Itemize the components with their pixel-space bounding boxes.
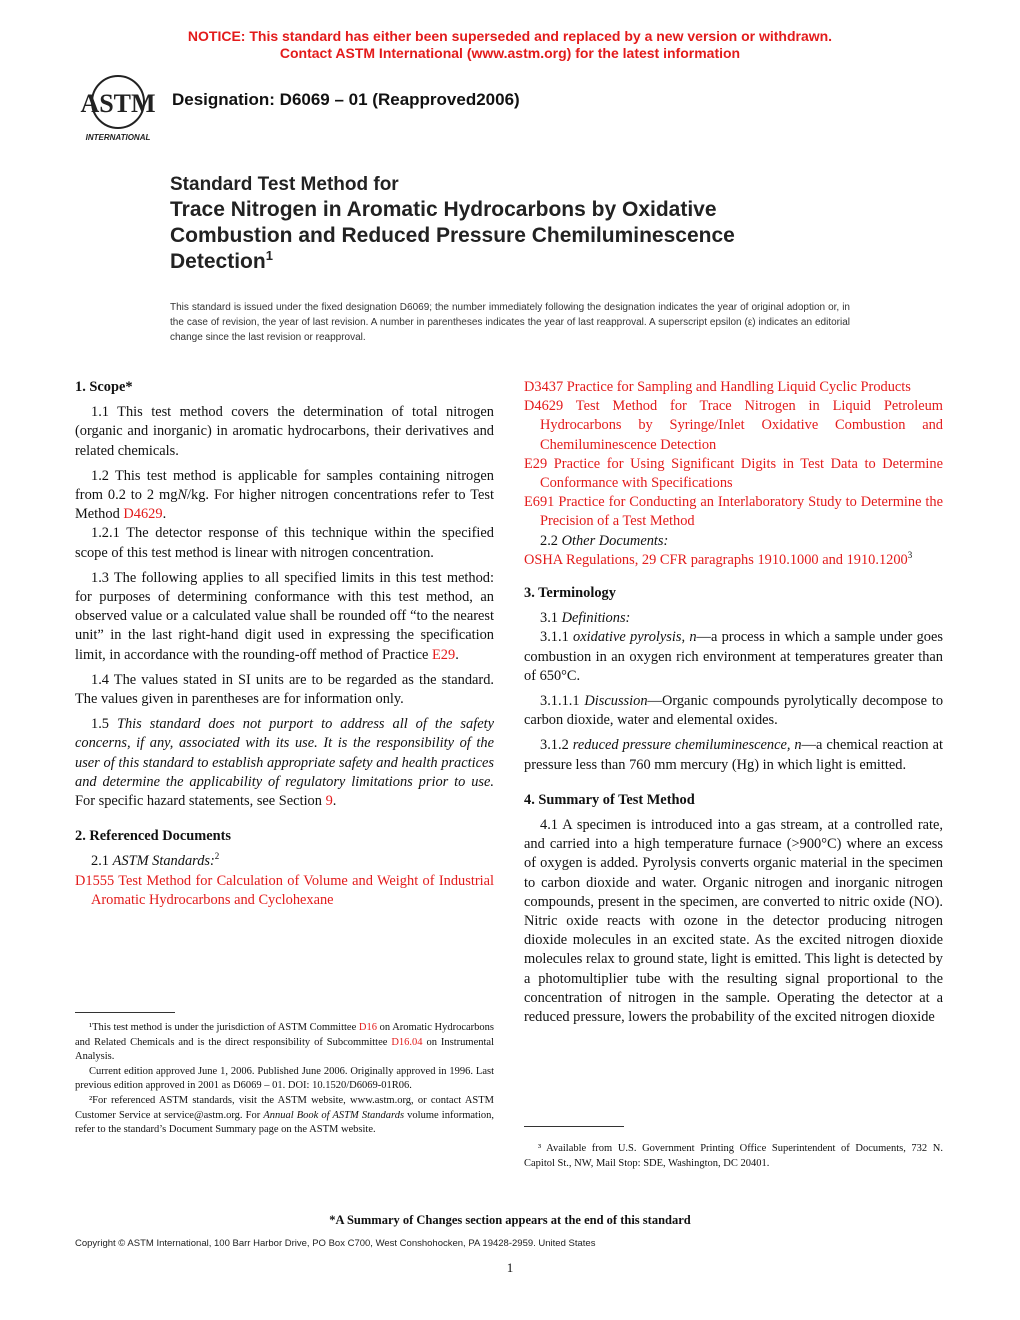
issued-note: This standard is issued under the fixed designation D6069; the number immediately following the designation indicates the year of original adoption or, in the case of revision, the year of last revision. A number in parentheses indicates the year of last reapproval. A superscript epsilon (ε) indicates an editorial change since the last revision or reapproval.: [170, 302, 850, 343]
footnote-rule-right: [524, 1126, 624, 1127]
title-line-2: Trace Nitrogen in Aromatic Hydrocarbons by Oxidative: [170, 198, 717, 221]
ref-e691[interactable]: E691 Practice for Conducting an Interlaboratory Study to Determine the Precision of a Test Method: [524, 494, 943, 530]
para-2-2: 2.2 Other Documents:: [540, 532, 669, 549]
section-2-heading: 2. Referenced Documents: [75, 828, 231, 845]
footnote-current-edition: Current edition approved June 1, 2006. Published June 2006. Originally approved in 1996. Last previous edition approved in 2001 as D6069 – 01. DOI: 10.1520/D6069-01R06.: [75, 1065, 494, 1092]
link-d16[interactable]: D16: [358, 1022, 377, 1033]
para-1-1: 1.1 This test method covers the determination of total nitrogen (organic and inorganic) in aromatic hydrocarbons, their derivatives and related chemicals.: [75, 404, 494, 459]
right-column: [524, 378, 943, 1027]
section-3-heading: 3. Terminology: [524, 585, 616, 602]
summary-of-changes-note: *A Summary of Changes section appears at the end of this standard: [329, 1213, 691, 1227]
astm-logo: [72, 72, 164, 144]
link-e29[interactable]: E29: [432, 646, 456, 663]
para-3-1-2: 3.1.2 reduced pressure chemiluminescence, n—a chemical reaction at pressure less than 760 mm mercury (Hg) in which light is emitted.: [524, 737, 943, 773]
title-footnote-mark: 1: [265, 248, 273, 263]
para-1-5: 1.5 This standard does not purport to address all of the safety concerns, if any, associated with its use. It is the responsibility of the user of this standard to establish appropriate safety and health practices and determine the applicability of regulatory limitations prior to use. For specific hazard statements, see Section 9.: [75, 716, 494, 810]
astm-logo-icon: [72, 72, 164, 144]
title-line-4: Detection: [170, 250, 266, 273]
section-4-heading: 4. Summary of Test Method: [524, 791, 695, 808]
footnote-rule-left: [75, 1012, 175, 1013]
footnote-2: ²For referenced ASTM standards, visit the ASTM website, www.astm.org, or contact ASTM Customer Service at service@astm.org. For Annual Book of ASTM Standards volume information, refer to the standard’s Document Summary page on the ASTM website.: [75, 1094, 494, 1136]
para-3-1-1-1: 3.1.1.1 Discussion—Organic compounds pyrolytically decompose to carbon dioxide, water and elemental oxides.: [524, 693, 944, 729]
title-line-1: Standard Test Method for: [170, 174, 399, 195]
link-d16-04[interactable]: D16.04: [391, 1036, 423, 1048]
notice-line-1: NOTICE: This standard has either been superseded and replaced by a new version or withdrawn.: [187, 28, 833, 44]
notice-line-2: Contact ASTM International (www.astm.org) for the latest information: [279, 45, 741, 61]
para-2-1: 2.1 ASTM Standards:$^2$: [91, 851, 220, 870]
ref-d1555[interactable]: D1555 Test Method for Calculation of Volume and Weight of Industrial Aromatic Hydrocarbons and Cyclohexane: [75, 872, 494, 908]
document-title: [170, 173, 890, 275]
copyright: Copyright © ASTM International, 100 Barr Harbor Drive, PO Box C700, West Conshohocken, PA 19428-2959. United States: [75, 1238, 596, 1249]
para-1-3: 1.3 The following applies to all specified limits in this test method: for purposes of determining conformance with this test method, an observed value or a calculated value shall be rounded off “to the nearest unit” in the last right-hand digit used in expressing the specification limit, in accordance with the rounding-off method of Practice E29.: [75, 569, 494, 663]
para-3-1-1: 3.1.1 oxidative pyrolysis, n—a process in which a sample under goes combustion in an oxygen rich environment at temperatures greater than of 650°C.: [524, 629, 943, 684]
section-1-heading: 1. Scope*: [75, 379, 133, 395]
footnote-1: ¹This test method is under the jurisdiction of ASTM Committee D16 on Aromatic Hydrocarbons and Related Chemicals and is the direct responsibility of Subcommittee D16.04 on Instrumental Analysis.: [75, 1022, 494, 1063]
para-1-4: 1.4 The values stated in SI units are to be regarded as the standard. The values given in parentheses are for information only.: [75, 671, 494, 708]
logo-subtext: INTERNATIONAL: [85, 133, 151, 142]
logo-letters: ASTM: [80, 89, 156, 118]
link-section-9[interactable]: 9: [325, 793, 333, 810]
para-1-2-1: 1.2.1 The detector response of this technique within the specified scope of this test method is linear with nitrogen concentration.: [75, 525, 494, 561]
link-d4629[interactable]: D4629: [123, 506, 163, 523]
footnotes-right: [524, 1142, 943, 1171]
designation: Designation: D6069 – 01 (Reapproved2006): [172, 90, 520, 109]
title-line-3: Combustion and Reduced Pressure Chemiluminescence: [170, 224, 735, 247]
ref-d3437[interactable]: D3437 Practice for Sampling and Handling Liquid Cyclic Products: [524, 379, 911, 395]
left-column: [75, 378, 494, 910]
page-number: 1: [506, 1260, 514, 1275]
ref-osha[interactable]: OSHA Regulations, 29 CFR paragraphs 1910.1000 and 1910.1200$^3$: [524, 550, 913, 568]
ref-d4629[interactable]: D4629 Test Method for Trace Nitrogen in Liquid Petroleum Hydrocarbons by Syringe/Inlet Oxidative Combustion and Chemiluminescence Detection: [524, 398, 943, 453]
footnotes-left: [75, 1021, 494, 1138]
ref-e29[interactable]: E29 Practice for Using Significant Digits in Test Data to Determine Conformance with Specifications: [524, 455, 943, 492]
notice-banner: [0, 28, 1020, 62]
para-1-2: 1.2 This test method is applicable for samples containing nitrogen from 0.2 to 2 mgN/kg. For higher nitrogen concentrations refer to Test Method D4629.: [75, 467, 494, 523]
footnote-3: ³ Available from U.S. Government Printing Office Superintendent of Documents, 732 N. Capitol St., NW, Mail Stop: SDE, Washington, DC 20401.: [524, 1143, 943, 1169]
para-3-1: 3.1 Definitions:: [540, 610, 631, 627]
para-4-1: 4.1 A specimen is introduced into a gas stream, at a controlled rate, and carried into a high temperature furnace (>900°C) where an excess of oxygen is added. Pyrolysis converts organic material in the specimen to carbon dioxide and water. Organic nitrogen and inorganic nitrogen compounds, present in the specimen, are converted to nitric oxide (NO). Nitric oxide reacts with ozone in the detector producing nitrogen dioxide molecules in an excited state. As the excited nitrogen dioxide molecules relax to ground state, light is emitted. This light is detected by a photomultiplier tube with the resulting signal proportional to the concentration of nitrogen in the sample. Operating the detector at a reduced pressure, lowers the probability of the excited nitrogen dioxide: [524, 817, 943, 1026]
